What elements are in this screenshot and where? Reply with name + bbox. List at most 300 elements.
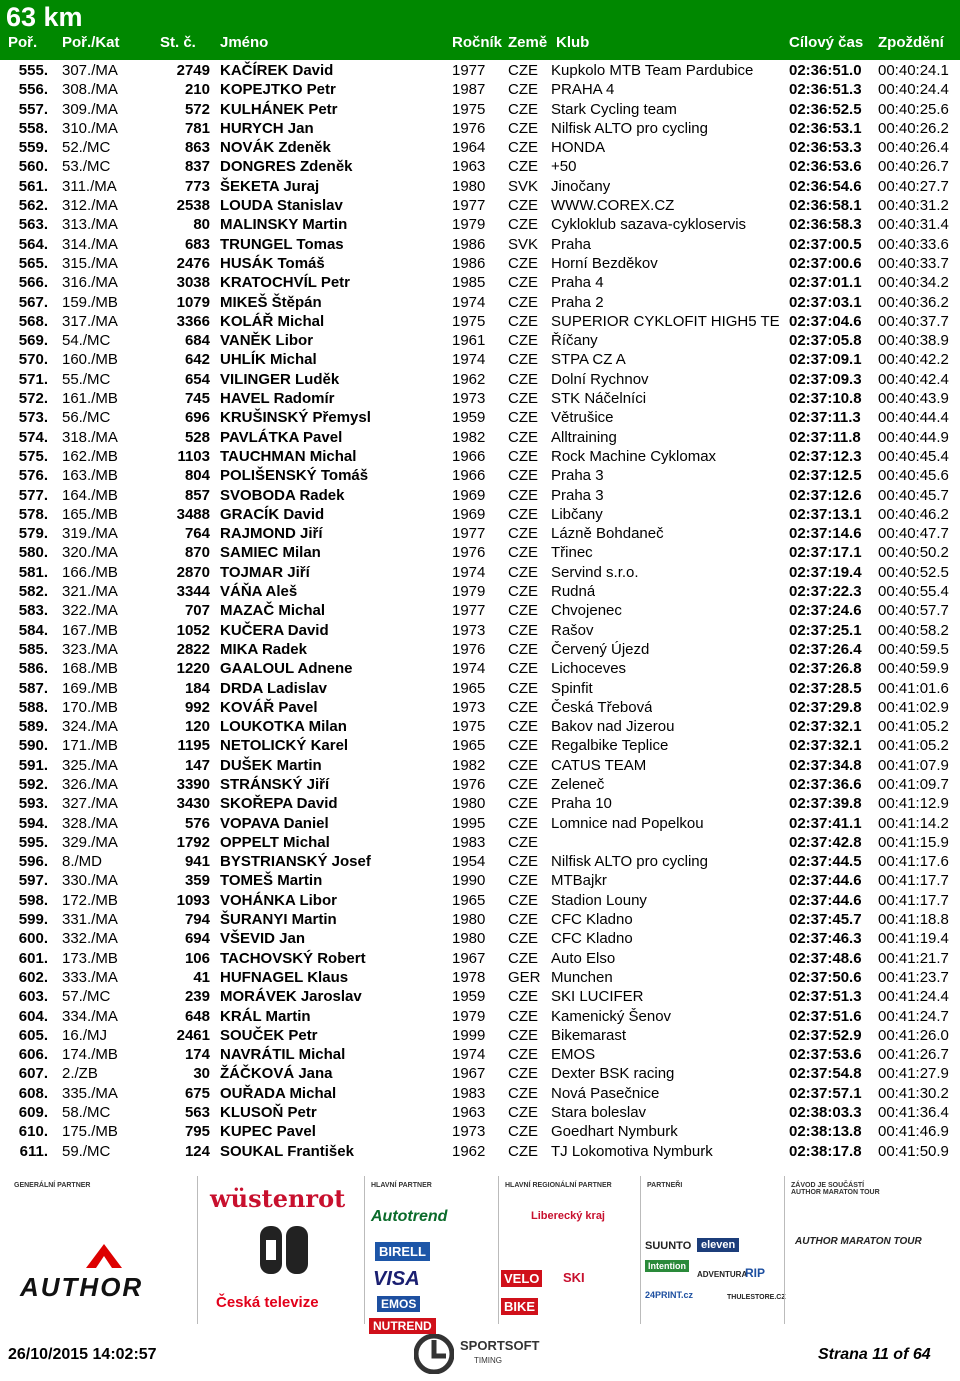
table-row <box>0 775 960 794</box>
table-row <box>0 466 960 485</box>
cell-time-gap: 00:40:55.4 <box>878 583 949 601</box>
cell-time-gap: 00:40:34.2 <box>878 274 949 292</box>
cell-bib-number: 694 <box>184 930 210 948</box>
cell-finish-time: 02:37:44.6 <box>789 872 862 890</box>
table-row <box>0 138 960 157</box>
cell-country: CZE <box>508 447 538 465</box>
cell-name: MORÁVEK Jaroslav <box>220 988 362 1006</box>
table-row <box>0 1103 960 1122</box>
cell-country: CZE <box>508 833 538 851</box>
cell-rank: 574. <box>18 428 48 446</box>
table-row <box>0 659 960 678</box>
table-row <box>0 80 960 99</box>
print-date: 26/10/2015 14:02:57 <box>8 1346 157 1363</box>
cell-club: CFC Kladno <box>551 911 633 929</box>
cell-finish-time: 02:37:10.8 <box>789 390 862 408</box>
cell-rank: 556. <box>18 81 48 99</box>
cell-birth-year: 1975 <box>452 100 486 118</box>
cell-country: CZE <box>508 1046 538 1064</box>
cell-finish-time: 02:37:46.3 <box>789 930 862 948</box>
cell-club: Lomnice nad Popelkou <box>551 814 704 832</box>
cell-name: MALINSKY Martin <box>220 216 348 234</box>
cell-birth-year: 1979 <box>452 216 486 234</box>
cell-time-gap: 00:41:24.4 <box>878 988 949 1006</box>
cell-bib-number: 804 <box>184 467 210 485</box>
page-header <box>0 0 960 60</box>
cell-club: EMOS <box>551 1046 596 1064</box>
cell-country: CZE <box>508 100 538 118</box>
cell-country: CZE <box>508 872 538 890</box>
cell-finish-time: 02:38:13.8 <box>789 1123 862 1141</box>
cell-rank: 559. <box>18 139 48 157</box>
cell-bib-number: 707 <box>184 602 210 620</box>
cell-bib-number: 696 <box>184 409 210 427</box>
cell-time-gap: 00:40:31.2 <box>878 197 949 215</box>
cell-rank: 590. <box>18 737 48 755</box>
table-row <box>0 756 960 775</box>
cell-country: CZE <box>508 158 538 176</box>
cell-rank: 605. <box>18 1026 48 1044</box>
cell-category-rank: 312./MA <box>62 197 118 215</box>
cell-bib-number: 120 <box>184 718 210 736</box>
cell-time-gap: 00:41:27.9 <box>878 1065 949 1083</box>
cell-finish-time: 02:37:24.6 <box>789 602 862 620</box>
cell-rank: 578. <box>18 505 48 523</box>
cell-bib-number: 41 <box>193 968 210 986</box>
cell-category-rank: 59./MC <box>62 1142 111 1160</box>
sportsoft-logo <box>414 1332 544 1378</box>
cell-rank: 586. <box>18 660 48 678</box>
cell-rank: 560. <box>18 158 48 176</box>
cell-club: Spinfit <box>551 679 593 697</box>
cell-name: UHLÍK Michal <box>220 351 317 369</box>
cell-club: Praha 4 <box>551 274 604 292</box>
cell-country: CZE <box>508 1104 538 1122</box>
cell-name: BYSTRIANSKÝ Josef <box>220 853 371 871</box>
cell-bib-number: 106 <box>184 949 210 967</box>
cell-name: KUČERA David <box>220 621 329 639</box>
table-row <box>0 389 960 408</box>
sportsoft-sub: TIMING <box>474 1356 502 1365</box>
cell-club: Alltraining <box>551 428 617 446</box>
cell-birth-year: 1976 <box>452 544 486 562</box>
cell-birth-year: 1974 <box>452 351 486 369</box>
cell-finish-time: 02:37:01.1 <box>789 274 862 292</box>
cell-rank: 575. <box>18 447 48 465</box>
cell-category-rank: 310./MA <box>62 119 118 137</box>
cell-time-gap: 00:41:30.2 <box>878 1084 949 1102</box>
cell-time-gap: 00:40:27.7 <box>878 177 949 195</box>
cell-time-gap: 00:40:47.7 <box>878 525 949 543</box>
col-kat: Poř./Kat <box>62 34 120 51</box>
cell-rank: 581. <box>18 563 48 581</box>
cell-rank: 579. <box>18 525 48 543</box>
table-row <box>0 949 960 968</box>
cell-birth-year: 1977 <box>452 197 486 215</box>
sportsoft-emblem-icon <box>414 1334 454 1374</box>
cell-birth-year: 1974 <box>452 660 486 678</box>
cell-rank: 593. <box>18 795 48 813</box>
cell-category-rank: 329./MA <box>62 833 118 851</box>
col-st: St. č. <box>160 34 196 51</box>
autotrend-logo: Autotrend <box>371 1208 448 1225</box>
cell-rank: 566. <box>18 274 48 292</box>
cell-birth-year: 1974 <box>452 563 486 581</box>
cell-country: CZE <box>508 1065 538 1083</box>
cell-bib-number: 30 <box>193 1065 210 1083</box>
cell-time-gap: 00:40:58.2 <box>878 621 949 639</box>
cell-club: Praha 3 <box>551 467 604 485</box>
table-row <box>0 717 960 736</box>
cell-finish-time: 02:37:04.6 <box>789 312 862 330</box>
cell-name: ŠURANYI Martin <box>220 911 337 929</box>
cell-bib-number: 837 <box>184 158 210 176</box>
cell-country: CZE <box>508 428 538 446</box>
cell-bib-number: 683 <box>184 235 210 253</box>
cell-bib-number: 992 <box>184 698 210 716</box>
table-row <box>0 1007 960 1026</box>
cell-time-gap: 00:41:05.2 <box>878 737 949 755</box>
cell-birth-year: 1967 <box>452 1065 486 1083</box>
cell-country: CZE <box>508 640 538 658</box>
cell-name: GRACÍK David <box>220 505 325 523</box>
cell-birth-year: 1980 <box>452 177 486 195</box>
cell-country: CZE <box>508 409 538 427</box>
cell-finish-time: 02:36:53.6 <box>789 158 862 176</box>
cell-name: KAČÍREK David <box>220 62 334 79</box>
cell-club: Nilfisk ALTO pro cycling <box>551 119 708 137</box>
cell-country: CZE <box>508 756 538 774</box>
cell-rank: 589. <box>18 718 48 736</box>
cell-time-gap: 00:40:44.4 <box>878 409 949 427</box>
cell-birth-year: 1962 <box>452 1142 486 1160</box>
cell-bib-number: 764 <box>184 525 210 543</box>
cell-time-gap: 00:41:07.9 <box>878 756 949 774</box>
cell-time-gap: 00:40:36.2 <box>878 293 949 311</box>
adventura-logo: ADVENTURA <box>697 1270 748 1279</box>
cell-time-gap: 00:40:42.2 <box>878 351 949 369</box>
cell-country: CZE <box>508 795 538 813</box>
cell-name: SAMIEC Milan <box>220 544 321 562</box>
col-jmeno: Jméno <box>220 34 269 51</box>
cell-birth-year: 1954 <box>452 853 486 871</box>
cell-category-rank: 169./MB <box>62 679 118 697</box>
cell-name: KRUŠINSKÝ Přemysl <box>220 409 371 427</box>
24print-logo: 24PRINT.cz <box>645 1290 694 1300</box>
cell-finish-time: 02:36:54.6 <box>789 177 862 195</box>
cell-finish-time: 02:37:12.3 <box>789 447 862 465</box>
cell-birth-year: 1977 <box>452 525 486 543</box>
table-row <box>0 312 960 331</box>
cell-rank: 563. <box>18 216 48 234</box>
emos-logo: EMOS <box>377 1296 420 1312</box>
cell-bib-number: 654 <box>184 370 210 388</box>
cell-birth-year: 1973 <box>452 390 486 408</box>
cell-birth-year: 1969 <box>452 505 486 523</box>
table-row <box>0 273 960 292</box>
cell-name: DUŠEK Martin <box>220 756 322 774</box>
cell-bib-number: 1079 <box>176 293 210 311</box>
cell-time-gap: 00:40:33.7 <box>878 254 949 272</box>
cell-birth-year: 1979 <box>452 1007 486 1025</box>
ct-logo: Česká televize <box>216 1294 319 1311</box>
sportsoft-brand: SPORTSOFT <box>460 1338 540 1353</box>
cell-rank: 565. <box>18 254 48 272</box>
rip-logo: RIP <box>745 1266 766 1280</box>
cell-time-gap: 00:40:24.4 <box>878 81 949 99</box>
cell-club: Praha 2 <box>551 293 604 311</box>
cell-name: PAVLÁTKA Pavel <box>220 428 343 446</box>
cell-country: CZE <box>508 197 538 215</box>
cell-birth-year: 1982 <box>452 756 486 774</box>
cup-panel <box>784 1176 955 1324</box>
col-zpozdeni: Zpoždění <box>878 34 944 51</box>
regional-partner-panel <box>498 1176 639 1324</box>
cell-finish-time: 02:37:42.8 <box>789 833 862 851</box>
cell-country: CZE <box>508 544 538 562</box>
cell-rank: 610. <box>18 1123 48 1141</box>
cell-time-gap: 00:41:46.9 <box>878 1123 949 1141</box>
cell-club: Goedhart Nymburk <box>551 1123 678 1141</box>
cell-finish-time: 02:37:32.1 <box>789 737 862 755</box>
cell-time-gap: 00:41:14.2 <box>878 814 949 832</box>
table-row <box>0 350 960 369</box>
cell-time-gap: 00:40:26.7 <box>878 158 949 176</box>
cell-rank: 596. <box>18 853 48 871</box>
cell-club: Stark Cycling team <box>551 100 677 118</box>
cell-club: STK Náčelníci <box>551 390 647 408</box>
cell-category-rank: 162./MB <box>62 447 118 465</box>
cell-club: Chvojenec <box>551 602 622 620</box>
table-row <box>0 505 960 524</box>
cell-name: OPPELT Michal <box>220 833 330 851</box>
cell-category-rank: 333./MA <box>62 968 118 986</box>
cell-name: KOLÁŘ Michal <box>220 312 325 330</box>
main-partner-label: HLAVNÍ PARTNER <box>371 1182 432 1189</box>
table-row <box>0 833 960 852</box>
cell-birth-year: 1975 <box>452 718 486 736</box>
cell-finish-time: 02:37:57.1 <box>789 1084 862 1102</box>
cell-name: SOUČEK Petr <box>220 1026 318 1044</box>
cell-category-rank: 320./MA <box>62 544 118 562</box>
cell-time-gap: 00:41:36.4 <box>878 1104 949 1122</box>
cell-birth-year: 1978 <box>452 968 486 986</box>
cell-birth-year: 1999 <box>452 1026 486 1044</box>
cell-club: Dexter BSK racing <box>551 1065 675 1083</box>
cell-category-rank: 160./MB <box>62 351 118 369</box>
cell-rank: 557. <box>18 100 48 118</box>
table-row <box>0 698 960 717</box>
cell-name: HAVEL Radomír <box>220 390 335 408</box>
cell-club: Auto Elso <box>551 949 616 967</box>
cell-time-gap: 00:40:52.5 <box>878 563 949 581</box>
cell-category-rank: 325./MA <box>62 756 118 774</box>
cell-bib-number: 795 <box>184 1123 210 1141</box>
cell-name: MIKEŠ Štěpán <box>220 293 322 311</box>
table-row <box>0 1142 960 1161</box>
cell-finish-time: 02:37:03.1 <box>789 293 862 311</box>
cell-bib-number: 773 <box>184 177 210 195</box>
table-row <box>0 61 960 80</box>
cell-birth-year: 1983 <box>452 1084 486 1102</box>
cell-club: Servind s.r.o. <box>551 563 639 581</box>
cell-finish-time: 02:36:51.0 <box>789 62 862 79</box>
cell-time-gap: 00:40:26.4 <box>878 139 949 157</box>
table-row <box>0 736 960 755</box>
cell-category-rank: 330./MA <box>62 872 118 890</box>
cell-time-gap: 00:41:21.7 <box>878 949 949 967</box>
cell-name: DRDA Ladislav <box>220 679 327 697</box>
cell-country: CZE <box>508 351 538 369</box>
cell-club: CATUS TEAM <box>551 756 647 774</box>
cell-birth-year: 1995 <box>452 814 486 832</box>
cell-finish-time: 02:37:00.5 <box>789 235 862 253</box>
cell-bib-number: 857 <box>184 486 210 504</box>
cell-rank: 600. <box>18 930 48 948</box>
cell-club: Praha 10 <box>551 795 612 813</box>
cell-name: KRATOCHVÍL Petr <box>220 274 351 292</box>
cell-club: MTBajkr <box>551 872 607 890</box>
cell-club: Horní Bezděkov <box>551 254 658 272</box>
cell-finish-time: 02:36:52.5 <box>789 100 862 118</box>
cell-finish-time: 02:38:17.8 <box>789 1142 862 1160</box>
cell-name: KRÁL Martin <box>220 1007 311 1025</box>
cell-rank: 608. <box>18 1084 48 1102</box>
cell-time-gap: 00:41:05.2 <box>878 718 949 736</box>
cell-category-rank: 335./MA <box>62 1084 118 1102</box>
cell-rank: 580. <box>18 544 48 562</box>
cell-birth-year: 1977 <box>452 602 486 620</box>
cell-rank: 598. <box>18 891 48 909</box>
col-zeme: Země <box>508 34 548 51</box>
cell-time-gap: 00:41:17.7 <box>878 872 949 890</box>
cell-rank: 576. <box>18 467 48 485</box>
cell-finish-time: 02:38:03.3 <box>789 1104 862 1122</box>
cell-birth-year: 1962 <box>452 370 486 388</box>
cell-rank: 606. <box>18 1046 48 1064</box>
cell-category-rank: 308./MA <box>62 81 118 99</box>
cell-country: CZE <box>508 1123 538 1141</box>
table-row <box>0 679 960 698</box>
cell-country: CZE <box>508 988 538 1006</box>
cell-name: MIKA Radek <box>220 640 307 658</box>
cell-bib-number: 563 <box>184 1104 210 1122</box>
cell-birth-year: 1986 <box>452 254 486 272</box>
cell-name: VOHÁNKA Libor <box>220 891 337 909</box>
cell-bib-number: 1195 <box>177 737 210 755</box>
cell-category-rank: 315./MA <box>62 254 118 272</box>
cell-category-rank: 319./MA <box>62 525 118 543</box>
cell-country: CZE <box>508 737 538 755</box>
cell-club: PRAHA 4 <box>551 81 615 99</box>
cell-rank: 573. <box>18 409 48 427</box>
cell-name: KOVÁŘ Pavel <box>220 698 318 716</box>
cell-category-rank: 326./MA <box>62 775 118 793</box>
cell-club: Rock Machine Cyklomax <box>551 447 717 465</box>
cell-birth-year: 1987 <box>452 81 486 99</box>
cell-time-gap: 00:40:24.1 <box>878 62 949 79</box>
cell-birth-year: 1974 <box>452 293 486 311</box>
cell-rank: 562. <box>18 197 48 215</box>
cell-finish-time: 02:37:26.4 <box>789 640 862 658</box>
cell-rank: 609. <box>18 1104 48 1122</box>
cell-rank: 599. <box>18 911 48 929</box>
cell-time-gap: 00:41:17.7 <box>878 891 949 909</box>
cell-rank: 594. <box>18 814 48 832</box>
cell-birth-year: 1965 <box>452 679 486 697</box>
cell-category-rank: 57./MC <box>62 988 111 1006</box>
cell-country: CZE <box>508 1007 538 1025</box>
cell-name: LOUKOTKA Milan <box>220 718 347 736</box>
cell-time-gap: 00:41:09.7 <box>878 775 949 793</box>
cell-category-rank: 317./MA <box>62 312 118 330</box>
table-row <box>0 582 960 601</box>
cell-club: Cykloklub sazava-cykloservis <box>551 216 747 234</box>
cell-birth-year: 1976 <box>452 775 486 793</box>
table-row <box>0 1084 960 1103</box>
cell-country: CZE <box>508 216 538 234</box>
cell-category-rank: 307./MA <box>62 62 118 79</box>
cell-time-gap: 00:41:24.7 <box>878 1007 949 1025</box>
cell-bib-number: 1103 <box>177 447 210 465</box>
cell-time-gap: 00:40:42.4 <box>878 370 949 388</box>
cell-rank: 558. <box>18 119 48 137</box>
cell-bib-number: 941 <box>184 853 210 871</box>
cell-name: TRUNGEL Tomas <box>220 235 344 253</box>
cell-club: TJ Lokomotiva Nymburk <box>551 1142 713 1160</box>
sponsor-strip <box>0 1176 960 1333</box>
cell-finish-time: 02:37:19.4 <box>789 563 862 581</box>
cell-rank: 571. <box>18 370 48 388</box>
bike-logo: BIKE <box>501 1298 538 1315</box>
cell-category-rank: 173./MB <box>62 949 118 967</box>
partners-panel <box>640 1176 786 1324</box>
cell-name: HUSÁK Tomáš <box>220 254 325 272</box>
suunto-logo: SUUNTO <box>645 1240 692 1252</box>
table-row <box>0 621 960 640</box>
table-row <box>0 814 960 833</box>
cell-rank: 603. <box>18 988 48 1006</box>
general-partner-label: GENERÁLNÍ PARTNER <box>14 1182 91 1189</box>
cell-rank: 601. <box>18 949 48 967</box>
cell-finish-time: 02:37:48.6 <box>789 949 862 967</box>
cell-bib-number: 2461 <box>176 1026 210 1044</box>
cell-country: CZE <box>508 583 538 601</box>
cell-time-gap: 00:41:23.7 <box>878 968 949 986</box>
general-partner-panel <box>8 1176 193 1324</box>
cell-rank: 611. <box>19 1142 48 1160</box>
cell-finish-time: 02:37:14.6 <box>789 525 862 543</box>
cell-time-gap: 00:40:25.6 <box>878 100 949 118</box>
cell-time-gap: 00:41:19.4 <box>878 930 949 948</box>
intention-logo: Intention <box>645 1260 689 1272</box>
liberecky-kraj-logo: Liberecký kraj <box>531 1210 605 1222</box>
cell-category-rank: 318./MA <box>62 428 118 446</box>
cell-bib-number: 3344 <box>176 583 210 601</box>
col-cas: Cílový čas <box>789 34 864 51</box>
cell-name: ŠEKETA Juraj <box>220 177 320 195</box>
cell-country: CZE <box>508 718 538 736</box>
cell-bib-number: 359 <box>184 872 210 890</box>
cell-club: STPA CZ A <box>551 351 626 369</box>
table-row <box>0 929 960 948</box>
visa-logo: VISA <box>373 1268 420 1290</box>
cell-rank: 555. <box>18 62 48 79</box>
table-row <box>0 293 960 312</box>
cell-country: CZE <box>508 254 538 272</box>
table-row <box>0 177 960 196</box>
cell-bib-number: 3430 <box>176 795 210 813</box>
